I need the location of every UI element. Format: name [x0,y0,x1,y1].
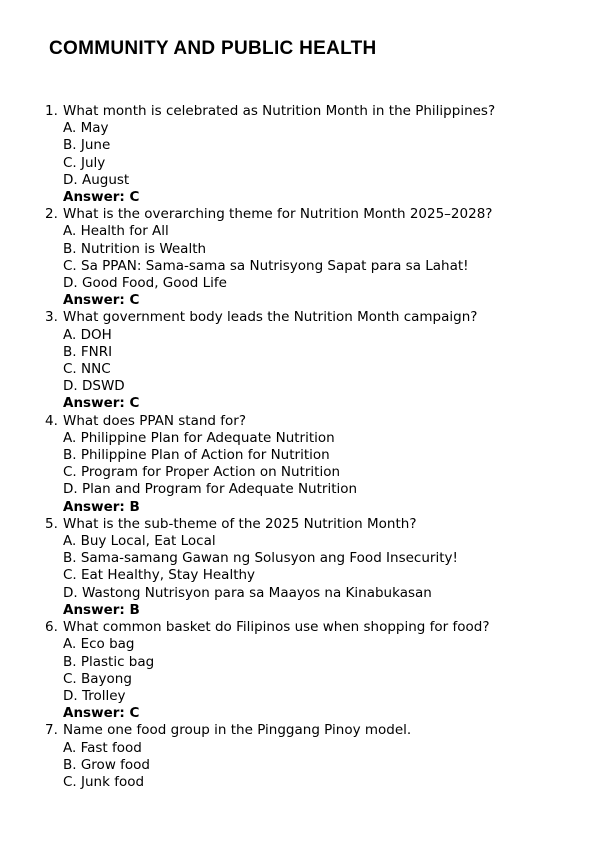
option-line: C. July [63,154,106,171]
question-text: What is the overarching theme for Nutrition Month 2025–2028? [63,206,493,223]
option-line: C. Junk food [63,773,145,790]
question-text: What month is celebrated as Nutrition Month in the Philippines? [63,103,496,119]
answer-line: Answer: C [63,705,140,722]
question-line [45,206,585,223]
question-number: 3. [45,309,58,326]
option-line: C. Program for Proper Action on Nutrition [63,464,341,481]
question-block [45,206,585,309]
option-line: A. Eco bag [63,636,135,653]
option-line: D. August [63,171,130,188]
option-line: B. Sama-samang Gawan ng Solusyon ang Food Insecurity! [63,550,458,567]
question-number: 1. [45,103,58,119]
option-line: C. Eat Healthy, Stay Healthy [63,567,256,584]
question-number: 5. [45,515,58,532]
question-line [45,413,585,430]
question-line [45,516,585,533]
question-number: 2. [45,206,58,223]
question-number: 4. [45,412,58,429]
answer-line: Answer: C [63,292,140,309]
option-line: B. Nutrition is Wealth [63,240,207,257]
question-text: What government body leads the Nutrition Month campaign? [63,309,478,326]
question-block [45,619,585,722]
option-line: A. DOH [63,326,112,343]
option-line: B. Plastic bag [63,653,155,670]
question-number: 6. [45,619,58,636]
question-text: What common basket do Filipinos use when shopping for food? [63,619,490,636]
answer-line: Answer: C [63,395,140,412]
question-line [45,309,585,326]
question-text: What does PPAN stand for? [63,412,247,429]
option-line: B. Grow food [63,756,150,773]
question-list [45,103,585,791]
option-line: D. Trolley [63,687,126,704]
option-line: A. May [63,120,109,137]
question-block [45,413,585,516]
option-line: D. Good Food, Good Life [63,275,227,292]
option-line: B. Philippine Plan of Action for Nutrition [63,447,330,464]
question-number: 7. [45,722,58,739]
question-text: What is the sub-theme of the 2025 Nutrition Month? [63,515,417,532]
question-text: Name one food group in the Pinggang Pinoy model. [63,722,412,739]
page-title: COMMUNITY AND PUBLIC HEALTH [49,38,377,59]
option-line: D. DSWD [63,378,125,395]
answer-line: Answer: B [63,601,140,618]
option-line: A. Fast food [63,739,142,756]
option-line: A. Philippine Plan for Adequate Nutrition [63,429,335,446]
question-line [45,103,585,120]
question-block [45,722,585,791]
option-line: B. June [63,137,111,154]
option-line: C. Sa PPAN: Sama-sama sa Nutrisyong Sapat para sa Lahat! [63,257,469,274]
question-block [45,103,585,206]
answer-line: Answer: B [63,498,140,515]
option-line: C. NNC [63,361,111,378]
option-line: A. Health for All [63,223,169,240]
question-block [45,309,585,412]
question-line [45,722,585,739]
answer-line: Answer: C [63,189,140,206]
option-line: D. Plan and Program for Adequate Nutrition [63,481,358,498]
question-block [45,516,585,619]
option-line: D. Wastong Nutrisyon para sa Maayos na Kinabukasan [63,584,432,601]
option-line: C. Bayong [63,670,132,687]
option-line: B. FNRI [63,343,113,360]
option-line: A. Buy Local, Eat Local [63,533,216,550]
question-line [45,619,585,636]
